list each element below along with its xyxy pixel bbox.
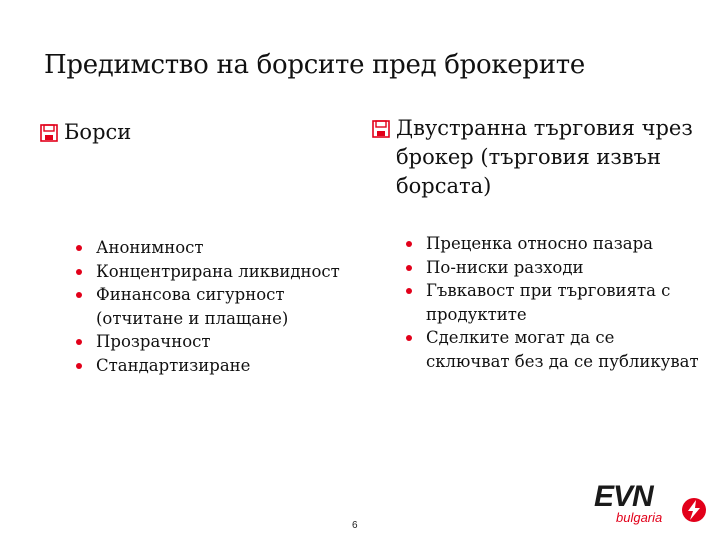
list-item: Преценка относно пазара <box>402 232 702 256</box>
bullet-dot-icon <box>76 292 82 298</box>
list-item: Стандартизиране <box>72 354 342 378</box>
logo-subtitle: bulgaria <box>616 510 663 525</box>
exchange-advantages-list <box>72 236 342 377</box>
page-number: 6 <box>352 520 358 531</box>
list-item: Финансова сигурност (отчитане и плащане) <box>72 283 342 330</box>
floppy-bullet-icon <box>372 120 390 138</box>
logo-wordmark: EVN <box>594 480 653 513</box>
heading-exchanges-label: Борси <box>64 120 132 144</box>
list-item: Гъвкавост при търговията с продуктите <box>402 279 702 326</box>
bullet-dot-icon <box>406 335 412 341</box>
evn-bulgaria-logo <box>592 478 714 526</box>
list-item: Сделките могат да се сключват без да се публикуват <box>402 326 702 373</box>
otc-advantages-list <box>402 232 702 373</box>
list-item: Прозрачност <box>72 330 342 354</box>
heading-otc-label: Двустранна търговия чрез брокер (търговия извън борсата) <box>396 116 693 198</box>
bullet-dot-icon <box>76 245 82 251</box>
lightning-bolt-icon <box>682 498 706 522</box>
list-item: Анонимност <box>72 236 342 260</box>
bullet-dot-icon <box>406 241 412 247</box>
bullet-dot-icon <box>406 288 412 294</box>
bullet-dot-icon <box>76 363 82 369</box>
list-item: Концентрирана ликвидност <box>72 260 342 284</box>
heading-otc <box>396 114 696 201</box>
bullet-dot-icon <box>76 339 82 345</box>
floppy-bullet-icon <box>40 124 58 142</box>
heading-exchanges <box>64 118 131 147</box>
list-item: По-ниски разходи <box>402 256 702 280</box>
bullet-dot-icon <box>406 265 412 271</box>
bullet-dot-icon <box>76 269 82 275</box>
slide-title: Предимство на борсите пред брокерите <box>44 50 585 80</box>
